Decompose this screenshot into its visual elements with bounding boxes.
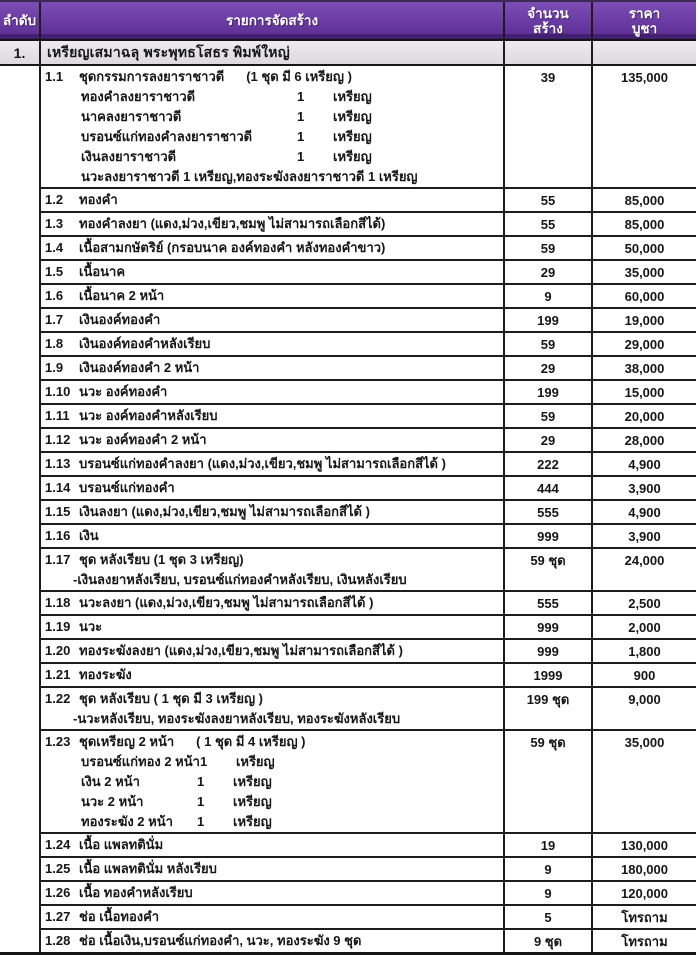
row-qty: 1999 [503,664,591,688]
row-order-cell [0,309,39,333]
subline-name: ทองระฆัง 2 หน้า [81,814,173,829]
row-main-line [45,430,499,450]
table-row [0,616,696,640]
row-item-cell [39,834,503,858]
column-header-qty-line1: จำนวน [527,5,569,21]
table-row [0,688,696,731]
row-item-text: ทองคำลงยา (แดง,ม่วง,เขียว,ชมพู ไม่สามารถเลือกสีได้) [79,216,386,231]
row-price: 4,900 [591,501,696,525]
row-item-cell [39,333,503,357]
subline-count: 1 [197,814,205,829]
row-qty: 39 [503,66,591,189]
row-order-cell [0,731,39,834]
row-order-cell [0,261,39,285]
row-order-cell [0,834,39,858]
row-number: 1.23 [45,734,71,749]
subline-unit: เหรียญ [233,814,272,829]
table-row [0,664,696,688]
row-item-cell [39,549,503,592]
table-row [0,501,696,525]
row-qty: 55 [503,213,591,237]
row-order-cell [0,357,39,381]
row-order-cell [0,213,39,237]
subline-count: 1 [199,754,208,769]
row-number: 1.7 [45,312,64,327]
table-row [0,381,696,405]
row-main-line [45,641,499,661]
row-main-line [45,190,499,210]
row-number: 1.14 [45,480,71,495]
table-row [0,237,696,261]
subline-name: เงิน 2 หน้า [81,774,140,789]
row-main-line [45,931,499,951]
row-order-cell [0,189,39,213]
row-item-text: เนื้อนาค 2 หน้า [79,288,165,303]
row-number: 1.18 [45,595,71,610]
row-subline [81,772,499,792]
row-order-cell [0,381,39,405]
row-item-text: เนื้อ แพลทตินั่ม หลังเรียบ [79,861,217,876]
row-item-cell [39,213,503,237]
subline-name: นวะ 2 หน้า [81,794,144,809]
row-price: 180,000 [591,858,696,882]
row-item-text: เนื้อสามกษัตริย์ (กรอบนาค องค์ทองคำ หลังทองคำขาว) [79,240,386,255]
row-order-cell [0,640,39,664]
subline-unit: เหรียญ [333,149,372,164]
row-price: 4,900 [591,453,696,477]
row-qty: 999 [503,640,591,664]
row-qty: 19 [503,834,591,858]
subline-count: 1 [197,774,205,789]
row-number: 1.17 [45,552,71,567]
table-row [0,213,696,237]
row-subline [81,147,499,167]
row-item-text: เงินองค์ทองคำ 2 หน้า [79,360,200,375]
row-main-line [45,238,499,258]
row-item-cell [39,688,503,731]
row-item-text: ช่อ เนื้อทองคำ [79,909,160,924]
table-row [0,261,696,285]
row-subline [81,792,499,812]
row-number: 1.3 [45,216,64,231]
table-row [0,640,696,664]
row-order-cell [0,664,39,688]
row-item-text: ทองระฆัง [79,667,132,682]
row-order-cell [0,882,39,906]
row-order-cell [0,525,39,549]
row-item-cell [39,429,503,453]
subline-count: 1 [297,89,305,104]
row-number: 1.26 [45,885,71,900]
row-price: 28,000 [591,429,696,453]
row-item-cell [39,882,503,906]
row-order-cell [0,237,39,261]
column-header-qty-line2: สร้าง [533,20,563,36]
row-price: 900 [591,664,696,688]
row-detail-line: -เงินลงยาหลังเรียบ, บรอนซ์แก่ทองคำหลังเรียบ, เงินหลังเรียบ [73,572,407,587]
table-row [0,357,696,381]
row-main-line [45,526,499,546]
row-main-line [45,617,499,637]
row-price: 35,000 [591,261,696,285]
row-item-text: นวะ องค์ทองคำ 2 หน้า [79,432,207,447]
row-main-line [45,286,499,306]
table-row [0,333,696,357]
row-item-text: เงินลงยา (แดง,ม่วง,เขียว,ชมพู ไม่สามารถเลือกสีได้ ) [79,504,370,519]
subline-unit: เหรียญ [235,754,275,769]
row-main-line [45,262,499,282]
row-number: 1.10 [45,384,71,399]
row-main-line [45,835,499,855]
row-main-line [45,382,499,402]
row-number: 1.4 [45,240,64,255]
table-row [0,405,696,429]
row-order-cell [0,616,39,640]
row-price: 9,000 [591,688,696,731]
table-row [0,525,696,549]
row-order-cell [0,592,39,616]
table-row [0,930,696,952]
row-qty: 199 [503,381,591,405]
row-qty: 59 [503,405,591,429]
row-item-text: เงินองค์ทองคำ [79,312,161,327]
row-item-text: เนื้อ ทองคำหลังเรียบ [79,885,193,900]
row-price: 135,000 [591,66,696,189]
row-price: 1,800 [591,640,696,664]
row-number: 1.27 [45,909,71,924]
row-qty: 59 ชุด [503,549,591,592]
row-main-line [45,732,499,752]
row-price: โทรถาม [591,906,696,930]
row-order-cell [0,66,39,189]
subline-unit: เหรียญ [333,129,372,144]
row-qty: 444 [503,477,591,501]
table-row [0,834,696,858]
row-item-text: นวะ องค์ทองคำหลังเรียบ [79,408,218,423]
column-header-item [39,2,503,39]
row-item-cell [39,189,503,213]
row-item-cell [39,66,503,189]
subline-name: บรอนซ์แก่ทอง 2 หน้า [81,754,200,769]
row-order-cell [0,285,39,309]
row-price: 130,000 [591,834,696,858]
row-qty: 59 ชุด [503,731,591,834]
row-subline [81,107,499,127]
row-qty: 199 ชุด [503,688,591,731]
row-price: 85,000 [591,189,696,213]
row-item-text: ชุด หลังเรียบ ( 1 ชุด มี 3 เหรียญ ) [79,691,263,706]
row-price: 38,000 [591,357,696,381]
section-number: 1. [13,44,26,61]
row-qty: 9 [503,285,591,309]
row-item-text: บรอนซ์แก่ทองคำลงยา (แดง,ม่วง,เขียว,ชมพู ไม่สามารถเลือกสีได้ ) [79,456,446,471]
subline-name: บรอนซ์แก่ทองคำลงยาราชาวดี [81,129,253,144]
row-main-line [45,907,499,927]
subline-unit: เหรียญ [233,774,272,789]
row-qty: 59 [503,333,591,357]
row-item-cell [39,381,503,405]
row-item-cell [39,616,503,640]
row-price: 35,000 [591,731,696,834]
row-number: 1.9 [45,360,64,375]
table-row [0,549,696,592]
row-item-text: ทองระฆังลงยา (แดง,ม่วง,เขียว,ชมพู ไม่สามารถเลือกสีได้ ) [79,643,403,658]
row-subline [81,752,499,772]
row-qty: 29 [503,429,591,453]
row-item-cell [39,477,503,501]
row-qty: 5 [503,906,591,930]
row-qty: 999 [503,525,591,549]
row-item-cell [39,858,503,882]
column-header-price-line1: ราคา [628,5,661,21]
subline-name: นาคลงยาราชาวดี [81,109,182,124]
row-main-line [45,478,499,498]
section-title: เหรียญเสมาฉลุ พระพุทธโสธร พิมพ์ใหญ่ [39,41,503,64]
column-header-price-line2: บูชา [631,20,658,36]
row-number: 1.1 [45,69,64,84]
row-item-cell [39,731,503,834]
subline-name: เงินลงยาราชาวดี [81,149,177,164]
row-item-cell [39,592,503,616]
row-order-cell [0,477,39,501]
table-row [0,453,696,477]
row-price: 2,500 [591,592,696,616]
row-number: 1.13 [45,456,71,471]
row-number: 1.16 [45,528,71,543]
row-item-cell [39,930,503,952]
row-order-cell [0,688,39,731]
row-price: 50,000 [591,237,696,261]
row-item-text: ชุด หลังเรียบ (1 ชุด 3 เหรียญ) [79,552,244,567]
row-item-cell [39,640,503,664]
row-number: 1.22 [45,691,71,706]
section-price-cell [591,41,696,64]
section-row [0,41,696,66]
row-subline: นวะลงยาราชาวดี 1 เหรียญ,ทองระฆังลงยาราชาวดี 1 เหรียญ [81,169,418,184]
row-price: 24,000 [591,549,696,592]
row-order-cell [0,501,39,525]
row-price: 20,000 [591,405,696,429]
row-item-text: เนื้อ แพลทตินั่ม [79,837,164,852]
row-main-line [45,593,499,613]
column-header-no-label: ลำดับ [2,13,37,28]
row-item-cell [39,285,503,309]
row-order-cell [0,906,39,930]
column-header-price [591,2,696,39]
row-order-cell [0,453,39,477]
row-number: 1.24 [45,837,71,852]
row-number: 1.28 [45,933,71,948]
column-header-no [0,2,39,39]
row-item-note: (1 ชุด มี 6 เหรียญ ) [246,69,352,84]
row-item-text: เงิน [79,528,99,543]
row-subline [81,127,499,147]
table-row [0,592,696,616]
row-number: 1.19 [45,619,71,634]
row-qty: 9 [503,882,591,906]
row-price: 15,000 [591,381,696,405]
subline-count: 1 [297,109,305,124]
row-number: 1.15 [45,504,71,519]
row-price: 3,900 [591,525,696,549]
row-item-cell [39,261,503,285]
row-price: โทรถาม [591,930,696,952]
row-number: 1.25 [45,861,71,876]
row-number: 1.20 [45,643,71,658]
row-main-line [45,454,499,474]
row-qty: 555 [503,501,591,525]
subline-unit: เหรียญ [233,794,272,809]
row-item-cell [39,906,503,930]
subline-count: 1 [297,149,305,164]
row-number: 1.5 [45,264,64,279]
row-price: 60,000 [591,285,696,309]
row-number: 1.11 [45,408,70,423]
row-qty: 999 [503,616,591,640]
row-item-text: เงินองค์ทองคำหลังเรียบ [79,336,211,351]
table-row [0,66,696,189]
row-price: 3,900 [591,477,696,501]
row-main-line [45,67,499,87]
row-item-note: ( 1 ชุด มี 4 เหรียญ ) [196,734,306,749]
row-subline [81,812,499,832]
row-qty: 555 [503,592,591,616]
row-item-cell [39,501,503,525]
row-number: 1.6 [45,288,64,303]
row-main-line [45,665,499,685]
column-header-qty [503,2,591,39]
table-row [0,189,696,213]
row-number: 1.2 [45,192,64,207]
row-order-cell [0,333,39,357]
subline-count: 1 [197,794,205,809]
row-item-text: เนื้อนาค [79,264,126,279]
row-main-line [45,550,499,570]
row-main-line [45,214,499,234]
row-qty: 29 [503,357,591,381]
row-qty: 9 ชุด [503,930,591,952]
row-item-text: ชุดเหรียญ 2 หน้า [79,734,175,749]
subline-name: ทองคำลงยาราชาวดี [81,89,196,104]
row-item-text: ชุดกรรมการลงยาราชาวดี [79,69,225,84]
row-qty: 59 [503,237,591,261]
row-main-line [45,310,499,330]
row-order-cell [0,858,39,882]
row-price: 85,000 [591,213,696,237]
row-qty: 222 [503,453,591,477]
table-body [0,66,696,952]
row-number: 1.21 [45,667,71,682]
table-row [0,882,696,906]
row-main-line [45,689,499,709]
row-qty: 29 [503,261,591,285]
table-row [0,477,696,501]
row-item-text: บรอนซ์แก่ทองคำ [79,480,175,495]
row-item-text: นวะ องค์ทองคำ [79,384,168,399]
row-item-cell [39,309,503,333]
row-main-line [45,334,499,354]
row-qty: 55 [503,189,591,213]
row-main-line [45,358,499,378]
row-number: 1.8 [45,336,64,351]
table-row [0,429,696,453]
row-item-cell [39,405,503,429]
row-main-line [45,859,499,879]
table-row [0,858,696,882]
subline-unit: เหรียญ [333,89,372,104]
table-header-row [0,0,696,41]
row-item-cell [39,237,503,261]
table-row [0,285,696,309]
row-qty: 9 [503,858,591,882]
row-item-cell [39,453,503,477]
row-order-cell [0,549,39,592]
row-detail-line: -นวะหลังเรียบ, ทองระฆังลงยาหลังเรียบ, ทองระฆังหลังเรียบ [73,711,401,726]
row-order-cell [0,405,39,429]
section-qty-cell [503,41,591,64]
row-price: 120,000 [591,882,696,906]
row-item-text: ทองคำ [79,192,118,207]
row-item-cell [39,357,503,381]
row-main-line [45,883,499,903]
row-item-text: นวะลงยา (แดง,ม่วง,เขียว,ชมพู ไม่สามารถเลือกสีได้ ) [79,595,374,610]
table-row [0,906,696,930]
row-price: 2,000 [591,616,696,640]
row-item-text: นวะ [79,619,103,634]
table-row [0,731,696,834]
row-qty: 199 [503,309,591,333]
row-item-cell [39,664,503,688]
row-main-line [45,406,499,426]
table-row [0,309,696,333]
row-order-cell [0,930,39,952]
row-number: 1.12 [45,432,71,447]
subline-count: 1 [297,129,305,144]
row-order-cell [0,429,39,453]
row-main-line [45,502,499,522]
column-header-item-label: รายการจัดสร้าง [225,13,319,28]
row-item-cell [39,525,503,549]
subline-unit: เหรียญ [333,109,372,124]
row-price: 29,000 [591,333,696,357]
row-subline [81,87,499,107]
row-item-text: ช่อ เนื้อเงิน,บรอนซ์แก่ทองคำ, นวะ, ทองระฆัง 9 ชุด [79,933,362,948]
row-price: 19,000 [591,309,696,333]
